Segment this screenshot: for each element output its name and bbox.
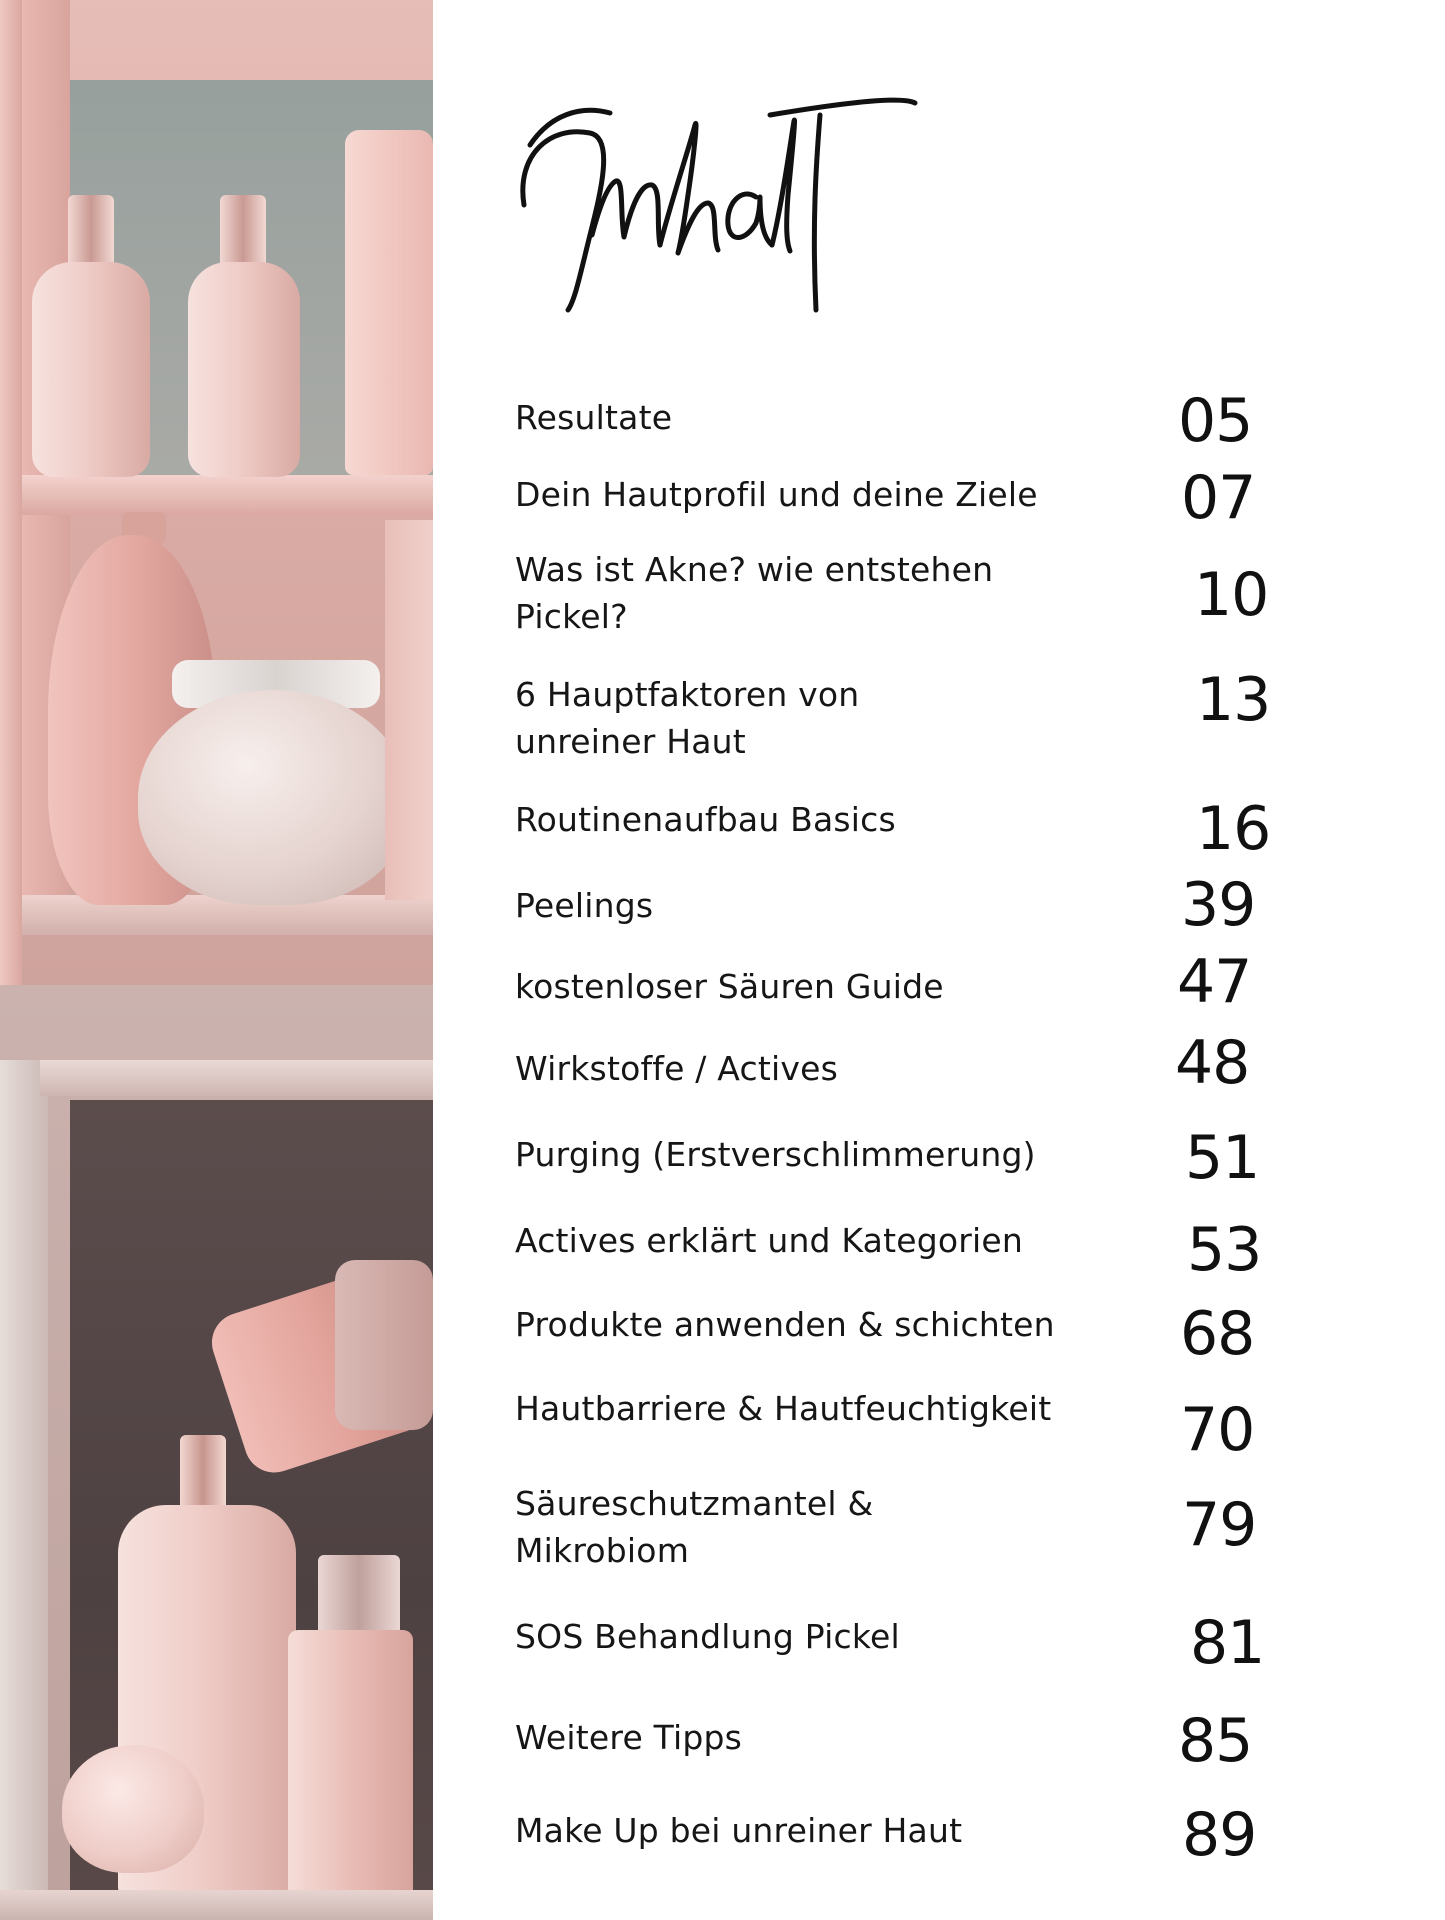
bottle-cap (180, 1435, 226, 1515)
toc-entry-saeureschutzmantel[interactable] (515, 1480, 1275, 1580)
toc-entry-page: 68 (1180, 1299, 1255, 1369)
toc-entry-label: 6 Hauptfaktoren von unreiner Haut (515, 675, 860, 761)
toc-entry-purging[interactable] (515, 1123, 1275, 1211)
lower-shelf-top (40, 1060, 433, 1096)
toc-entry-label: Actives erklärt und Kategorien (515, 1221, 1024, 1260)
toc-entry-label: Purging (Erstverschlimmerung) (515, 1135, 1036, 1174)
toc-entry-akne[interactable] (515, 546, 1275, 646)
toc-entry-label: Routinenaufbau Basics (515, 800, 896, 839)
page-title-script (520, 85, 940, 315)
toc-entry-page: 79 (1182, 1490, 1257, 1560)
toc-entry-saeuren-guide[interactable] (515, 947, 1275, 1043)
toc-entry-page: 10 (1194, 560, 1269, 630)
pink-box (335, 1260, 433, 1430)
toc-entry-label: Dein Hautprofil und deine Ziele (515, 475, 1038, 514)
toc-entry-page: 53 (1187, 1215, 1262, 1285)
toc-entry-weitere-tipps[interactable] (515, 1706, 1275, 1794)
toc-entry-label: Resultate (515, 398, 673, 437)
toc-entry-page: 81 (1190, 1608, 1265, 1678)
toc-entry-page: 85 (1178, 1706, 1253, 1776)
toc-entry-label: SOS Behandlung Pickel (515, 1617, 900, 1656)
cream-jar (138, 690, 408, 905)
toc-entry-page: 70 (1180, 1395, 1255, 1465)
toc-entry-hauptfaktoren[interactable] (515, 665, 1275, 771)
toc-entry-peelings[interactable] (515, 870, 1275, 962)
toc-entry-page: 39 (1181, 870, 1256, 940)
lower-side-wall (0, 1060, 48, 1920)
toc-entry-produkte[interactable] (515, 1301, 1275, 1381)
toc-entry-page: 89 (1182, 1800, 1257, 1870)
toc-entry-label: Weitere Tipps (515, 1718, 743, 1757)
toc-entry-page: 51 (1185, 1123, 1260, 1193)
toc-entry-page: 05 (1178, 386, 1253, 456)
toc-entry-wirkstoffe[interactable] (515, 1028, 1275, 1125)
toc-entry-label: Säureschutzmantel & Mikrobiom (515, 1484, 874, 1570)
perfume-bottle (288, 1630, 413, 1900)
shelf-side-left (0, 0, 22, 985)
toc-entry-resultate[interactable] (515, 386, 1275, 466)
toc-entry-label: Make Up bei unreiner Haut (515, 1811, 963, 1850)
toc-entry-sos[interactable] (515, 1608, 1275, 1693)
toc-entry-label: Peelings (515, 886, 654, 925)
toc-entry-page: 07 (1181, 463, 1256, 533)
toc-entry-page: 16 (1196, 794, 1271, 864)
toc-entry-label: Was ist Akne? wie entstehen Pickel? (515, 550, 994, 636)
shelf-board-upper (22, 475, 433, 515)
page-title (520, 85, 940, 315)
toc-entry-hautbarriere[interactable] (515, 1385, 1275, 1475)
shelf-box (385, 520, 433, 900)
pink-bottle (32, 262, 150, 477)
toc-entry-page: 47 (1177, 947, 1252, 1017)
perfume-cap (318, 1555, 400, 1637)
ribbed-ornament (62, 1745, 204, 1873)
pink-bottle (188, 262, 300, 477)
toc-entry-page: 48 (1175, 1028, 1250, 1098)
toc-entry-make-up[interactable] (515, 1800, 1275, 1887)
toc-entry-routinenaufbau[interactable] (515, 796, 1275, 876)
toc-entry-label: Produkte anwenden & schichten (515, 1305, 1055, 1344)
lower-shelf-board (0, 1890, 433, 1920)
toc-entry-page: 13 (1196, 665, 1271, 735)
skincare-shelf-photo (0, 0, 433, 1920)
toc-entry-hautprofil[interactable] (515, 463, 1275, 543)
toc-entry-label: Hautbarriere & Hautfeuchtigkeit (515, 1389, 1052, 1428)
toc-entry-label: kostenloser Säuren Guide (515, 967, 944, 1006)
toc-entry-label: Wirkstoffe / Actives (515, 1049, 838, 1088)
pink-tube (345, 130, 433, 475)
toc-entry-actives-erklaert[interactable] (515, 1217, 1275, 1297)
